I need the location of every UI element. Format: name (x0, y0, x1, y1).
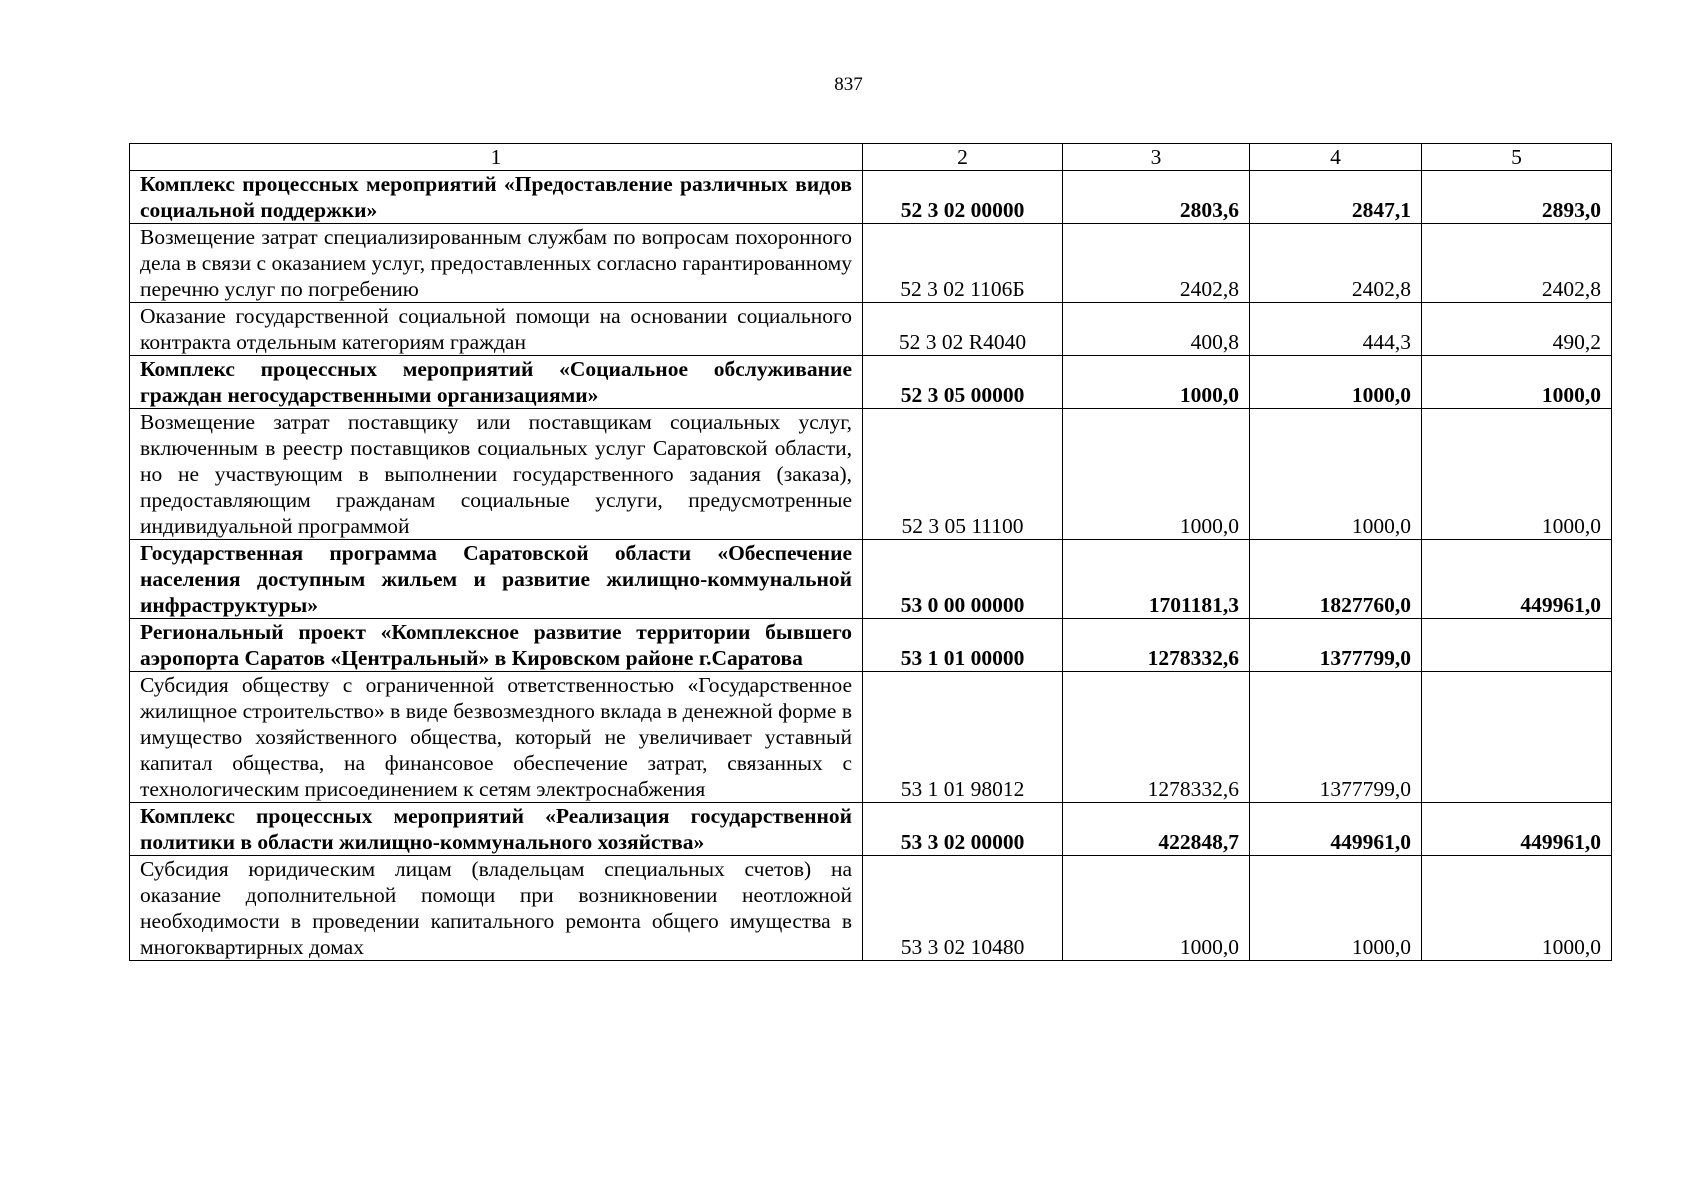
row-code: 52 3 02 00000 (863, 171, 1063, 224)
row-name: Комплекс процессных мероприятий «Социальное обслуживание граждан негосударственными организациями» (130, 356, 863, 409)
row-name: Государственная программа Саратовской области «Обеспечение населения доступным жильем и развитие жилищно-коммунальной инфраструктуры» (130, 540, 863, 619)
row-name: Субсидия обществу с ограниченной ответственностью «Государственное жилищное строительство» в виде безвозмездного вклада в денежной форме в имущество хозяйственного общества, который не увеличивает уставный капитал общества, на финансовое обеспечение затрат, связанных с технологическим присоединением к сетям электроснабжения (130, 672, 863, 803)
row-code: 52 3 05 11100 (863, 409, 1063, 540)
row-value-year1: 1701181,3 (1063, 540, 1250, 619)
budget-table (129, 143, 1612, 961)
row-value-year1: 422848,7 (1063, 803, 1250, 856)
column-header-4: 4 (1250, 144, 1422, 171)
row-value-year3: 2893,0 (1422, 171, 1612, 224)
table-row (130, 619, 1612, 672)
column-header-3: 3 (1063, 144, 1250, 171)
row-code: 53 1 01 98012 (863, 672, 1063, 803)
row-value-year2: 2402,8 (1250, 224, 1422, 303)
row-value-year3: 490,2 (1422, 303, 1612, 356)
row-value-year3 (1422, 619, 1612, 672)
row-value-year2: 1000,0 (1250, 856, 1422, 961)
row-value-year1: 1000,0 (1063, 856, 1250, 961)
row-value-year1: 1278332,6 (1063, 619, 1250, 672)
row-name: Субсидия юридическим лицам (владельцам специальных счетов) на оказание дополнительной помощи при возникновении неотложной необходимости в проведении капитального ремонта общего имущества в многоквартирных домах (130, 856, 863, 961)
row-value-year2: 1827760,0 (1250, 540, 1422, 619)
table-row (130, 672, 1612, 803)
row-value-year1: 2402,8 (1063, 224, 1250, 303)
table-row (130, 303, 1612, 356)
table-row (130, 803, 1612, 856)
row-value-year1: 400,8 (1063, 303, 1250, 356)
row-value-year3: 1000,0 (1422, 856, 1612, 961)
table-header-row (130, 144, 1612, 171)
row-value-year2: 1377799,0 (1250, 672, 1422, 803)
row-value-year2: 1000,0 (1250, 356, 1422, 409)
column-header-1: 1 (130, 144, 863, 171)
row-code: 53 1 01 00000 (863, 619, 1063, 672)
table-row (130, 224, 1612, 303)
table-row (130, 409, 1612, 540)
table-row (130, 540, 1612, 619)
row-value-year1: 1000,0 (1063, 409, 1250, 540)
table-row (130, 856, 1612, 961)
row-code: 52 3 02 R4040 (863, 303, 1063, 356)
row-name: Комплекс процессных мероприятий «Реализация государственной политики в области жилищно-коммунального хозяйства» (130, 803, 863, 856)
row-value-year2: 2847,1 (1250, 171, 1422, 224)
row-code: 52 3 02 1106Б (863, 224, 1063, 303)
row-value-year3: 2402,8 (1422, 224, 1612, 303)
row-value-year1: 1278332,6 (1063, 672, 1250, 803)
column-header-2: 2 (863, 144, 1063, 171)
row-name: Региональный проект «Комплексное развитие территории бывшего аэропорта Саратов «Центральный» в Кировском районе г.Саратова (130, 619, 863, 672)
row-value-year1: 1000,0 (1063, 356, 1250, 409)
table-row (130, 171, 1612, 224)
row-name: Оказание государственной социальной помощи на основании социального контракта отдельным категориям граждан (130, 303, 863, 356)
row-code: 53 3 02 00000 (863, 803, 1063, 856)
table-row (130, 356, 1612, 409)
row-value-year2: 1377799,0 (1250, 619, 1422, 672)
row-value-year3 (1422, 672, 1612, 803)
row-value-year2: 1000,0 (1250, 409, 1422, 540)
row-value-year3: 449961,0 (1422, 540, 1612, 619)
row-name: Возмещение затрат поставщику или поставщикам социальных услуг, включенным в реестр поставщиков социальных услуг Саратовской области, но не участвующим в выполнении государственного задания (заказа), предоставляющим гражданам социальные услуги, предусмотренные индивидуальной программой (130, 409, 863, 540)
row-code: 53 0 00 00000 (863, 540, 1063, 619)
row-code: 52 3 05 00000 (863, 356, 1063, 409)
row-value-year3: 1000,0 (1422, 409, 1612, 540)
row-value-year3: 449961,0 (1422, 803, 1612, 856)
row-value-year2: 444,3 (1250, 303, 1422, 356)
row-value-year2: 449961,0 (1250, 803, 1422, 856)
row-value-year1: 2803,6 (1063, 171, 1250, 224)
page-number: 837 (834, 74, 863, 95)
row-name: Комплекс процессных мероприятий «Предоставление различных видов социальной поддержки» (130, 171, 863, 224)
row-code: 53 3 02 10480 (863, 856, 1063, 961)
row-value-year3: 1000,0 (1422, 356, 1612, 409)
column-header-5: 5 (1422, 144, 1612, 171)
row-name: Возмещение затрат специализированным службам по вопросам похоронного дела в связи с оказанием услуг, предоставленных согласно гарантированному перечню услуг по погребению (130, 224, 863, 303)
